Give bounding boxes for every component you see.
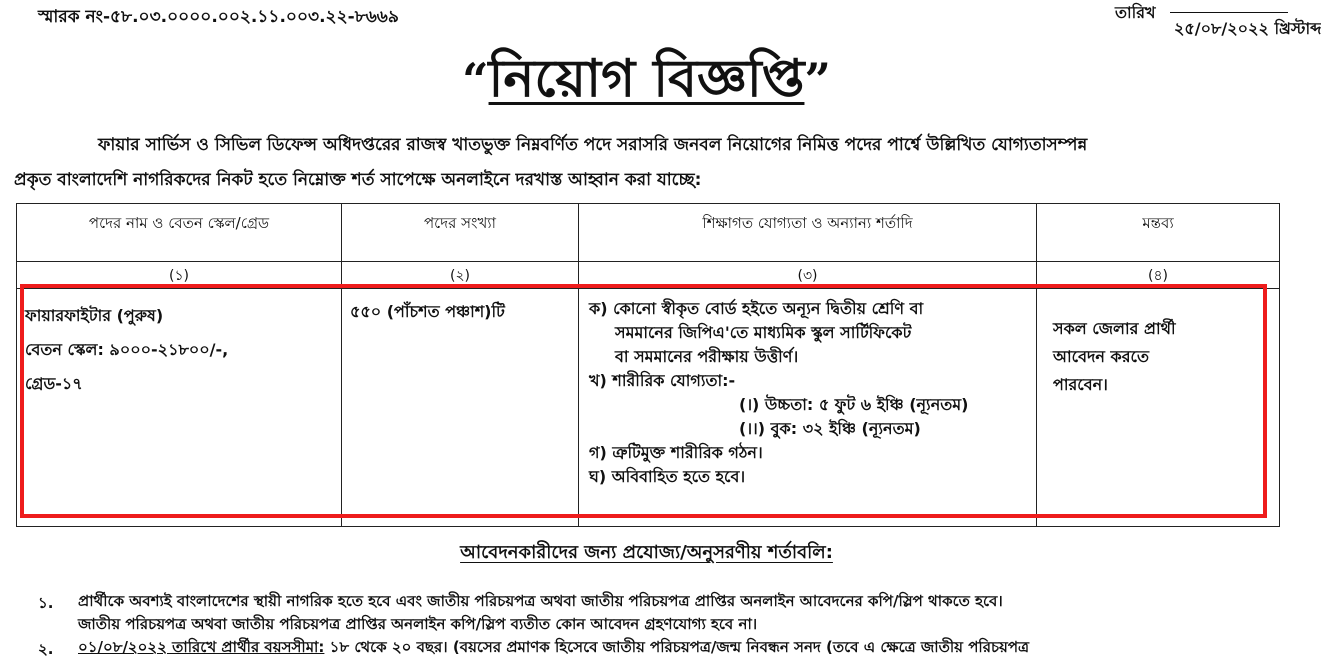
qualification-g: গ) ত্রুটিমুক্ত শারীরিক গঠন। [589,443,763,462]
header-remarks: মন্তব্য [1037,204,1280,262]
column-number-4: (৪) [1037,262,1280,289]
remarks-line-3: পারবেন। [1053,375,1108,394]
table-number-row [17,262,1280,289]
qualification-k-line-3: বা সমমানের পরীক্ষায় উত্তীর্ণ। [615,347,799,366]
term-1-line-2: জাতীয় পরিচয়পত্র অথবা জাতীয় পরিচয়পত্র প্রাপ্তির অনলাইন কপি/স্লিপ ব্যতীত কোন আবেদন গ্রহণযোগ্য হবে না। [78,615,758,633]
post-name-cell [17,289,342,527]
vacancy-table [16,203,1280,527]
notice-title [0,38,1293,125]
table-row [17,289,1280,527]
remarks-cell [1037,289,1280,527]
intro-line-2: প্রকৃত বাংলাদেশি নাগরিকদের নিকট হতে নিম্নোক্ত শর্ত সাপেক্ষে অনলাইনে দরখাস্ত আহ্বান করা যাচ্ছে: [14,170,702,190]
column-number-2: (২) [342,262,579,289]
header-post-count: পদের সংখ্যা [342,204,579,262]
pay-scale: বেতন স্কেল: ৯০০০-২১৮০০/-, [25,340,229,359]
header-qualifications: শিক্ষাগত যোগ্যতা ও অন্যান্য শর্তাদি [579,204,1037,262]
terms-heading: আবেদনকারীদের জন্য প্রযোজ্য/অনুসরণীয় শর্তাবলি: [460,542,833,563]
open-quote: “ [462,53,489,107]
term-2-underlined: ০১/০৮/২০২২ তারিখে প্রার্থীর বয়সসীমা: [78,638,325,656]
qualification-gh: ঘ) অবিবাহিত হতে হবে। [589,467,746,486]
table-header-row [17,204,1280,262]
header-post-name: পদের নাম ও বেতন স্কেল/গ্রেড [17,204,342,262]
title-text: নিয়োগ বিজ্ঞপ্তি [488,48,805,109]
memo-number: স্মারক নং-৫৮.০৩.০০০০.০০২.১১.০০৩.২২-৮৬৬৯ [38,7,399,27]
post-name: ফায়ারফাইটার (পুরুষ) [25,306,164,325]
qualification-k-line-2: সমমানের জিপিএ'তে মাধ্যমিক স্কুল সার্টিফিকেট [615,323,912,342]
intro-line-1: ফায়ার সার্ভিস ও সিভিল ডিফেন্স অধিদপ্তরের রাজস্ব খাতভুক্ত নিম্নবর্ণিত পদে সরাসরি জনবল নিয়োগের নিমিত্ত পদের পার্শ্বে উল্লিখিত যোগ্যতাসম্পন্ন [98,135,1088,155]
date-line [1170,12,1288,13]
grade: গ্রেড-১৭ [25,374,83,393]
term-2-number: ২. [38,640,54,658]
term-2-rest: ১৮ থেকে ২০ বছর। (বয়সের প্রমাণক হিসেবে জাতীয় পরিচয়পত্র/জন্ম নিবন্ধন সনদ (তবে এ ক্ষেত্রে জাতীয় পরিচয়পত্র [324,638,1030,656]
qualification-kh: খ) শারীরিক যোগ্যতা:- [589,371,736,390]
qualification-chest: (।।) বুক: ৩২ ইঞ্চি (ন্যূনতম) [739,419,921,438]
column-number-1: (১) [17,262,342,289]
column-number-3: (৩) [579,262,1037,289]
remarks-line-1: সকল জেলার প্রার্থী [1053,319,1176,338]
term-1-line-1: প্রার্থীকে অবশ্যই বাংলাদেশের স্থায়ী নাগরিক হতে হবে এবং জাতীয় পরিচয়পত্র অথবা জাতীয় পরিচয়পত্র প্রাপ্তির অনলাইন আবেদনের কপি/স্লিপ থাকতে হবে। [78,592,1003,610]
qualification-height: (।) উচ্চতা: ৫ ফুট ৬ ইঞ্চি (ন্যূনতম) [739,395,969,414]
date-value: ২৫/০৮/২০২২ খ্রিস্টাব্দ [1174,19,1321,38]
term-1-number: ১. [38,594,54,612]
term-2-text [78,636,1029,661]
remarks-line-2: আবেদন করতে [1053,347,1149,366]
qualification-k-line-1: ক) কোনো স্বীকৃত বোর্ড হইতে অন্যূন দ্বিতীয় শ্রেণি বা [589,299,924,318]
close-quote: ” [804,53,831,107]
date-label: তারিখ [1115,3,1156,22]
qualifications-cell [579,289,1037,527]
post-count-cell [342,289,579,527]
post-count: ৫৫০ (পাঁচশত পঞ্চাশ)টি [350,302,505,321]
